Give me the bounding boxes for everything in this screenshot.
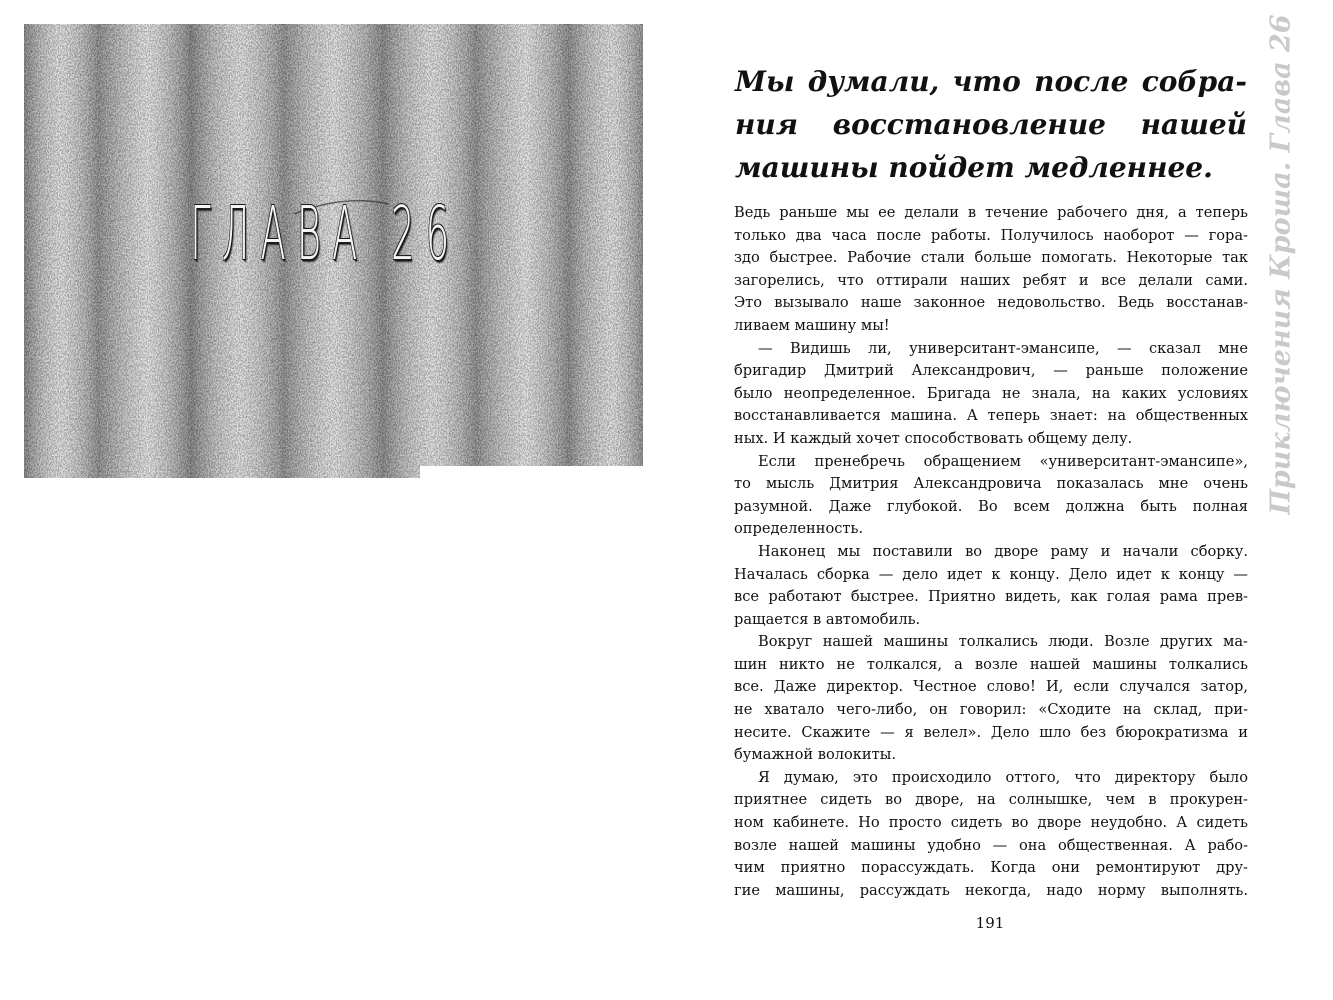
text-line: ном кабинете. Но просто сидеть во дворе неудобно. А сидеть	[734, 814, 1248, 832]
text-line: Вокруг нашей машины толкались люди. Возле других ма-	[758, 633, 1248, 651]
text-line: все. Даже директор. Честное слово! И, если случался затор,	[734, 678, 1248, 696]
lead-paragraph	[735, 60, 1247, 189]
text-line: не хватало чего-либо, он говорил: «Сходите на склад, при-	[734, 701, 1248, 719]
lead-line: Мы думали, что после собра-	[735, 65, 1247, 98]
text-line: Началась сборка — дело идет к концу. Дело идет к концу —	[734, 565, 1248, 583]
text-line: определенность.	[734, 520, 864, 538]
text-line: было неопределенное. Бригада не знала, на каких условиях	[734, 384, 1248, 402]
text-line: здо быстрее. Рабочие стали больше помогать. Некоторые так	[734, 249, 1248, 267]
text-line: только два часа после работы. Получилось наоборот — гора-	[734, 226, 1248, 244]
running-head-text: Приключения Кроша. Глава 26	[1265, 13, 1297, 515]
text-line: ных. И каждый хочет способствовать общему делу.	[734, 429, 1133, 447]
text-line: восстанавливается машина. А теперь знает: на общественных	[734, 407, 1248, 425]
lead-line: машины пойдет медленнее.	[735, 151, 1213, 184]
text-line: чим приятно порассуждать. Когда они ремонтируют дру-	[734, 859, 1248, 877]
text-line: ливаем машину мы!	[734, 316, 890, 334]
text-line: приятнее сидеть во дворе, на солнышке, чем в прокурен-	[734, 791, 1248, 809]
text-line: разумной. Даже глубокой. Во всем должна быть полная	[734, 497, 1248, 515]
text-line: Я думаю, это происходило оттого, что директору было	[758, 768, 1248, 786]
text-line: все работают быстрее. Приятно видеть, как голая рама прев-	[734, 588, 1248, 606]
text-line: бригадир Дмитрий Александрович, — раньше положение	[734, 362, 1248, 380]
text-line: Это вызывало наше законное недовольство. Ведь восстанав-	[734, 294, 1248, 312]
text-line: Если пренебречь обращением «университант-эмансипе»,	[758, 452, 1248, 470]
body-text	[734, 202, 1248, 902]
text-line: Наконец мы поставили во дворе раму и начали сборку.	[758, 542, 1248, 560]
running-head	[1259, 13, 1303, 515]
text-line: Ведь раньше мы ее делали в течение рабочего дня, а теперь	[734, 204, 1248, 221]
text-line: шин никто не толкался, а возле нашей машины толкались	[734, 655, 1248, 673]
chapter-heading: ГЛАВА 26	[190, 191, 461, 277]
text-line: то мысль Дмитрия Александровича показалась мне очень	[734, 475, 1248, 493]
text-line: загорелись, что оттирали наших ребят и все делали сами.	[734, 271, 1248, 289]
image-edge	[420, 466, 643, 480]
lead-line: ния восстановление нашей	[735, 108, 1247, 141]
text-line: — Видишь ли, университант-эмансипе, — сказал мне	[758, 339, 1248, 357]
text-line: возле нашей машины удобно — она общественная. А рабо-	[734, 836, 1248, 854]
text-line: гие машины, рассуждать некогда, надо норму выполнять.	[734, 881, 1248, 899]
page-number: 191	[975, 914, 1005, 932]
text-line: несите. Скажите — я велел». Дело шло без бюрократизма и	[734, 723, 1248, 741]
text-line: ращается в автомобиль.	[734, 610, 921, 628]
text-line: бумажной волокиты.	[734, 746, 896, 764]
